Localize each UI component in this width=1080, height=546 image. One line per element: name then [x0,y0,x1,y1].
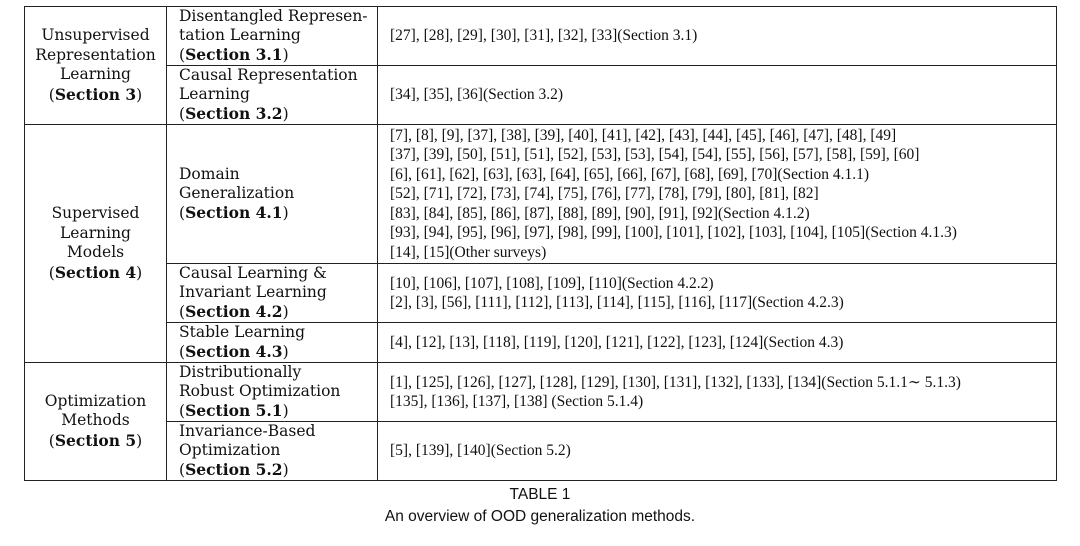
refs-line: [93], [94], [95], [96], [97], [98], [99], [100], [101], [102], [103], [104], [105](Section 4.1.3) [390,224,957,242]
refs-line: [7], [8], [9], [37], [38], [39], [40], [41], [42], [43], [44], [45], [46], [47], [48], [49] [390,126,897,144]
method-label: Stable Learning [179,323,306,341]
method-label: Disentangled Represen- [179,7,368,25]
method-label: Invariant Learning [179,283,327,301]
refs-cell [378,363,1057,422]
method-label: Causal Representation [179,66,358,84]
refs-line: [83], [84], [85], [86], [87], [88], [89], [90], [91], [92](Section 4.1.2) [390,204,810,222]
refs-cell [378,323,1057,363]
refs-line: [27], [28], [29], [30], [31], [32], [33](Section 3.1) [390,27,698,45]
refs-line: [52], [71], [72], [73], [74], [75], [76], [77], [78], [79], [80], [81], [82] [390,185,819,203]
refs-line: [2], [3], [56], [111], [112], [113], [114], [115], [116], [117](Section 4.2.3) [390,294,844,311]
method-label: Optimization [179,441,281,459]
table-caption-description: An overview of OOD generalization methods. [384,508,696,525]
table-row [25,264,1057,323]
category-cell-supervised [25,125,167,363]
category-label: Supervised [51,204,140,222]
method-section: (Section 5.1) [179,401,289,420]
refs-line: [37], [39], [50], [51], [51], [52], [53], [53], [54], [54], [55], [56], [57], [58], [59], [60] [390,146,920,164]
overview-table-container [24,6,1056,481]
table-row [25,422,1057,481]
refs-line: [14], [15](Other surveys) [390,243,547,261]
method-section: (Section 4.1) [179,203,289,222]
refs-cell [378,66,1057,125]
refs-line: [1], [125], [126], [127], [128], [129], [130], [131], [132], [133], [134](Section 5.1.1∼ 5.1.3) [390,373,961,391]
method-cell-dro [167,363,378,422]
refs-cell [378,125,1057,264]
method-cell-disentangled [167,7,378,66]
method-cell-stable-learning [167,323,378,363]
table-row [25,323,1057,363]
table-row [25,125,1057,264]
category-label: Models [66,243,125,261]
refs-line: [135], [136], [137], [138] (Section 5.1.4) [390,393,644,410]
refs-line: [6], [61], [62], [63], [63], [64], [65], [66], [67], [68], [69], [70](Section 4.1.1) [390,165,870,183]
table-row [25,66,1057,125]
category-section: (Section 5) [48,430,143,450]
method-label: Learning [179,85,250,103]
category-label: Representation [35,45,156,64]
refs-line: [5], [139], [140](Section 5.2) [390,442,571,460]
refs-line: [4], [12], [13], [118], [119], [120], [121], [122], [123], [124](Section 4.3) [390,333,844,351]
method-section: (Section 4.3) [179,342,289,361]
category-section: (Section 4) [48,262,143,282]
category-cell-optimization [25,363,167,481]
refs-line: [34], [35], [36](Section 3.2) [390,86,564,104]
method-section: (Section 3.2) [179,104,289,123]
method-cell-invariance-based [167,422,378,481]
method-cell-causal-invariant [167,264,378,323]
method-label: tation Learning [179,26,301,44]
table-caption-title: TABLE 1 [509,486,571,503]
method-label: Invariance-Based [179,422,316,440]
category-label: Learning [60,223,131,242]
table-row [25,7,1057,66]
method-cell-domain-generalization [167,125,378,264]
refs-cell [378,7,1057,66]
method-section: (Section 4.2) [179,302,289,321]
method-section: (Section 3.1) [179,45,289,64]
category-cell-unsupervised [25,7,167,125]
category-label: Methods [61,411,130,430]
category-label: Optimization [44,391,147,410]
method-label: Generalization [179,184,295,202]
category-label: Learning [60,65,131,83]
refs-line: [10], [106], [107], [108], [109], [110](Section 4.2.2) [390,274,714,292]
method-cell-causal-representation [167,66,378,125]
category-section: (Section 3) [48,84,143,104]
method-label: Causal Learning & [179,264,327,282]
overview-table [24,6,1057,481]
refs-cell [378,264,1057,323]
method-section: (Section 5.2) [179,460,289,479]
method-label: Distributionally [179,363,302,381]
method-label: Robust Optimization [179,382,341,400]
category-label: Unsupervised [41,26,150,44]
method-label: Domain [179,165,240,183]
table-row [25,363,1057,422]
refs-cell [378,422,1057,481]
